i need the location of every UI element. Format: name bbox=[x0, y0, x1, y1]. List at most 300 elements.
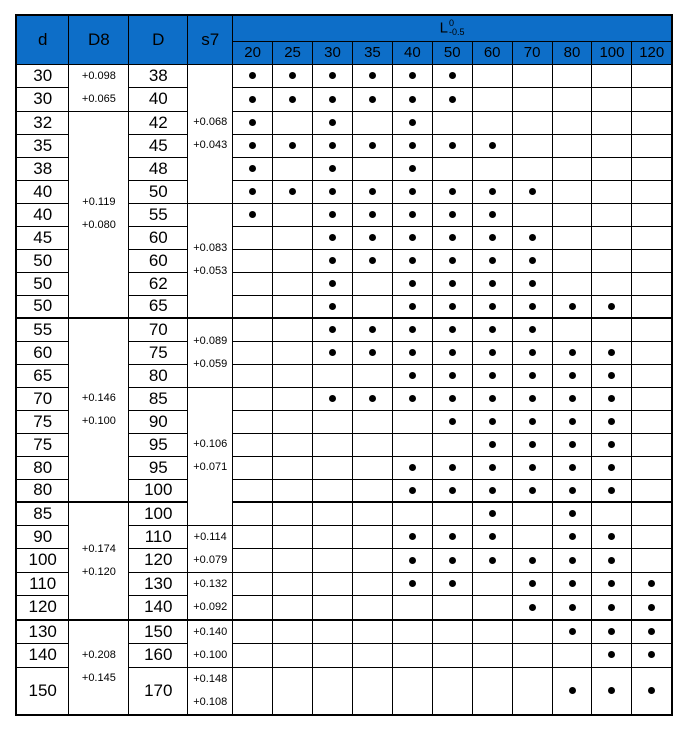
availability-dot bbox=[569, 604, 576, 611]
cell-d: 120 bbox=[16, 596, 69, 620]
cell-length-35 bbox=[352, 295, 392, 318]
cell-length-60 bbox=[472, 226, 512, 249]
cell-length-120 bbox=[632, 111, 672, 134]
cell-length-120 bbox=[632, 549, 672, 573]
availability-dot bbox=[409, 165, 416, 172]
cell-length-70 bbox=[512, 88, 552, 112]
availability-dot bbox=[449, 464, 456, 471]
header-D: D bbox=[129, 15, 188, 64]
cell-d: 60 bbox=[16, 341, 69, 364]
cell-d: 38 bbox=[16, 157, 69, 180]
availability-dot bbox=[569, 687, 576, 694]
cell-d: 35 bbox=[16, 134, 69, 157]
cell-length-120 bbox=[632, 272, 672, 295]
cell-length-40 bbox=[392, 249, 432, 272]
cell-length-20 bbox=[233, 596, 273, 620]
cell-d8-tolerance-value: +0.080 bbox=[81, 219, 116, 232]
cell-length-35 bbox=[352, 272, 392, 295]
availability-dot bbox=[249, 211, 256, 218]
cell-length-60 bbox=[472, 341, 512, 364]
availability-dot bbox=[648, 580, 655, 587]
cell-length-25 bbox=[273, 157, 313, 180]
cell-s7-tolerance-value: +0.114 bbox=[193, 530, 227, 543]
availability-dot bbox=[449, 211, 456, 218]
table-header bbox=[16, 15, 672, 64]
cell-length-20 bbox=[233, 88, 273, 112]
cell-length-40 bbox=[392, 433, 432, 456]
cell-length-20 bbox=[233, 549, 273, 573]
availability-dot bbox=[409, 188, 416, 195]
cell-s7-tolerance-value: +0.068 bbox=[193, 115, 228, 128]
cell-length-30 bbox=[313, 111, 353, 134]
cell-length-40 bbox=[392, 318, 432, 341]
availability-dot bbox=[608, 395, 615, 402]
availability-dot bbox=[449, 557, 456, 564]
table-row bbox=[16, 318, 672, 341]
cell-length-50 bbox=[432, 387, 472, 410]
cell-D: 70 bbox=[129, 318, 188, 341]
cell-length-70 bbox=[512, 667, 552, 715]
availability-dot bbox=[249, 119, 256, 126]
availability-dot bbox=[289, 188, 296, 195]
availability-dot bbox=[489, 372, 496, 379]
cell-length-25 bbox=[273, 572, 313, 596]
cell-length-25 bbox=[273, 318, 313, 341]
cell-length-70 bbox=[512, 318, 552, 341]
availability-dot bbox=[529, 303, 536, 310]
cell-length-80 bbox=[552, 226, 592, 249]
cell-length-30 bbox=[313, 226, 353, 249]
cell-D: 100 bbox=[129, 502, 188, 525]
availability-dot bbox=[449, 303, 456, 310]
availability-dot bbox=[648, 651, 655, 658]
availability-dot bbox=[569, 395, 576, 402]
cell-length-100 bbox=[592, 549, 632, 573]
cell-length-40 bbox=[392, 643, 432, 667]
cell-length-25 bbox=[273, 64, 313, 88]
cell-length-80 bbox=[552, 341, 592, 364]
cell-length-50 bbox=[432, 64, 472, 88]
length-col-30: 30 bbox=[313, 41, 353, 64]
cell-d: 110 bbox=[16, 572, 69, 596]
availability-dot bbox=[329, 234, 336, 241]
cell-length-80 bbox=[552, 549, 592, 573]
cell-d: 40 bbox=[16, 203, 69, 226]
cell-length-80 bbox=[552, 180, 592, 203]
availability-dot bbox=[329, 280, 336, 287]
cell-length-35 bbox=[352, 667, 392, 715]
cell-length-20 bbox=[233, 64, 273, 88]
cell-length-40 bbox=[392, 502, 432, 525]
cell-length-60 bbox=[472, 643, 512, 667]
cell-length-100 bbox=[592, 249, 632, 272]
cell-length-35 bbox=[352, 479, 392, 502]
cell-length-30 bbox=[313, 433, 353, 456]
cell-length-30 bbox=[313, 64, 353, 88]
availability-dot bbox=[608, 651, 615, 658]
availability-dot bbox=[569, 441, 576, 448]
cell-length-60 bbox=[472, 157, 512, 180]
cell-length-40 bbox=[392, 410, 432, 433]
cell-length-20 bbox=[233, 157, 273, 180]
cell-length-35 bbox=[352, 549, 392, 573]
cell-length-40 bbox=[392, 572, 432, 596]
availability-dot bbox=[449, 72, 456, 79]
cell-length-40 bbox=[392, 456, 432, 479]
cell-length-60 bbox=[472, 203, 512, 226]
cell-length-30 bbox=[313, 157, 353, 180]
cell-s7-tolerance bbox=[188, 525, 233, 572]
cell-length-30 bbox=[313, 572, 353, 596]
availability-dot bbox=[449, 487, 456, 494]
cell-length-35 bbox=[352, 364, 392, 387]
cell-s7-tolerance bbox=[188, 620, 233, 668]
cell-length-30 bbox=[313, 249, 353, 272]
cell-length-20 bbox=[233, 249, 273, 272]
availability-dot bbox=[608, 372, 615, 379]
length-col-80: 80 bbox=[552, 41, 592, 64]
cell-length-35 bbox=[352, 134, 392, 157]
availability-dot bbox=[608, 418, 615, 425]
table-body bbox=[16, 64, 672, 715]
cell-length-120 bbox=[632, 620, 672, 644]
availability-dot bbox=[329, 395, 336, 402]
cell-D: 140 bbox=[129, 596, 188, 620]
availability-dot bbox=[369, 395, 376, 402]
cell-length-20 bbox=[233, 180, 273, 203]
cell-length-20 bbox=[233, 272, 273, 295]
cell-length-25 bbox=[273, 203, 313, 226]
cell-d: 75 bbox=[16, 410, 69, 433]
cell-length-20 bbox=[233, 111, 273, 134]
availability-dot bbox=[409, 280, 416, 287]
cell-length-35 bbox=[352, 456, 392, 479]
cell-length-100 bbox=[592, 111, 632, 134]
cell-length-120 bbox=[632, 456, 672, 479]
cell-length-60 bbox=[472, 180, 512, 203]
availability-dot bbox=[529, 557, 536, 564]
cell-length-30 bbox=[313, 318, 353, 341]
cell-length-100 bbox=[592, 295, 632, 318]
cell-s7-tolerance-value: +0.079 bbox=[193, 553, 228, 566]
cell-D: 40 bbox=[129, 88, 188, 112]
cell-length-30 bbox=[313, 364, 353, 387]
cell-D: 90 bbox=[129, 410, 188, 433]
cell-length-20 bbox=[233, 620, 273, 644]
cell-length-50 bbox=[432, 318, 472, 341]
availability-dot bbox=[289, 96, 296, 103]
availability-dot bbox=[409, 557, 416, 564]
cell-length-70 bbox=[512, 180, 552, 203]
cell-length-80 bbox=[552, 88, 592, 112]
cell-length-120 bbox=[632, 502, 672, 525]
cell-length-40 bbox=[392, 667, 432, 715]
cell-length-60 bbox=[472, 111, 512, 134]
availability-dot bbox=[608, 464, 615, 471]
cell-D: 100 bbox=[129, 479, 188, 502]
header-length-group bbox=[233, 15, 672, 41]
cell-length-120 bbox=[632, 525, 672, 549]
availability-dot bbox=[489, 326, 496, 333]
cell-d: 80 bbox=[16, 456, 69, 479]
cell-length-35 bbox=[352, 502, 392, 525]
cell-length-70 bbox=[512, 134, 552, 157]
cell-length-70 bbox=[512, 249, 552, 272]
cell-length-70 bbox=[512, 525, 552, 549]
cell-s7-tolerance bbox=[188, 667, 233, 715]
length-sub: -0.5 bbox=[449, 27, 465, 38]
cell-d8-tolerance-value: +0.146 bbox=[81, 392, 116, 404]
cell-length-60 bbox=[472, 667, 512, 715]
availability-dot bbox=[329, 211, 336, 218]
length-label: L bbox=[439, 19, 448, 37]
availability-dot bbox=[529, 280, 536, 287]
length-col-35: 35 bbox=[352, 41, 392, 64]
cell-length-70 bbox=[512, 341, 552, 364]
availability-dot bbox=[369, 349, 376, 356]
cell-length-120 bbox=[632, 318, 672, 341]
length-col-25: 25 bbox=[273, 41, 313, 64]
availability-dot bbox=[409, 487, 416, 494]
cell-length-30 bbox=[313, 456, 353, 479]
cell-length-40 bbox=[392, 180, 432, 203]
availability-dot bbox=[489, 188, 496, 195]
cell-length-80 bbox=[552, 572, 592, 596]
cell-length-100 bbox=[592, 479, 632, 502]
availability-dot bbox=[249, 142, 256, 149]
availability-dot bbox=[608, 580, 615, 587]
cell-length-40 bbox=[392, 111, 432, 134]
cell-s7-tolerance bbox=[188, 318, 233, 387]
cell-length-35 bbox=[352, 157, 392, 180]
cell-length-70 bbox=[512, 502, 552, 525]
availability-dot bbox=[569, 349, 576, 356]
availability-dot bbox=[409, 372, 416, 379]
cell-length-50 bbox=[432, 341, 472, 364]
cell-length-80 bbox=[552, 620, 592, 644]
cell-d: 50 bbox=[16, 295, 69, 318]
cell-length-80 bbox=[552, 203, 592, 226]
cell-length-50 bbox=[432, 596, 472, 620]
availability-dot bbox=[569, 510, 576, 517]
cell-length-100 bbox=[592, 341, 632, 364]
availability-dot bbox=[569, 464, 576, 471]
availability-dot bbox=[489, 142, 496, 149]
availability-dot bbox=[449, 349, 456, 356]
cell-s7-tolerance-value: +0.092 bbox=[193, 600, 228, 613]
cell-length-60 bbox=[472, 318, 512, 341]
cell-length-120 bbox=[632, 479, 672, 502]
cell-length-80 bbox=[552, 364, 592, 387]
cell-length-20 bbox=[233, 479, 273, 502]
cell-D: 75 bbox=[129, 341, 188, 364]
cell-length-20 bbox=[233, 295, 273, 318]
cell-length-40 bbox=[392, 203, 432, 226]
availability-dot bbox=[329, 257, 336, 264]
availability-dot bbox=[249, 72, 256, 79]
cell-length-100 bbox=[592, 456, 632, 479]
cell-d: 150 bbox=[16, 667, 69, 715]
cell-length-25 bbox=[273, 456, 313, 479]
cell-length-80 bbox=[552, 479, 592, 502]
cell-length-70 bbox=[512, 272, 552, 295]
cell-D: 60 bbox=[129, 249, 188, 272]
availability-dot bbox=[569, 372, 576, 379]
cell-length-50 bbox=[432, 667, 472, 715]
availability-dot bbox=[409, 72, 416, 79]
availability-dot bbox=[648, 604, 655, 611]
cell-d: 50 bbox=[16, 272, 69, 295]
cell-length-50 bbox=[432, 433, 472, 456]
cell-length-40 bbox=[392, 387, 432, 410]
cell-s7-tolerance-value: +0.053 bbox=[193, 265, 228, 278]
availability-dot bbox=[489, 280, 496, 287]
cell-length-80 bbox=[552, 433, 592, 456]
cell-length-120 bbox=[632, 433, 672, 456]
cell-length-50 bbox=[432, 226, 472, 249]
cell-s7-tolerance-value: +0.132 bbox=[193, 577, 228, 590]
cell-length-120 bbox=[632, 203, 672, 226]
cell-length-80 bbox=[552, 525, 592, 549]
cell-length-30 bbox=[313, 295, 353, 318]
cell-length-20 bbox=[233, 410, 273, 433]
availability-dot bbox=[489, 441, 496, 448]
availability-dot bbox=[529, 604, 536, 611]
cell-length-20 bbox=[233, 667, 273, 715]
availability-dot bbox=[409, 303, 416, 310]
cell-length-40 bbox=[392, 134, 432, 157]
availability-dot bbox=[409, 464, 416, 471]
cell-D: 38 bbox=[129, 64, 188, 88]
cell-length-120 bbox=[632, 295, 672, 318]
availability-dot bbox=[489, 464, 496, 471]
cell-length-70 bbox=[512, 295, 552, 318]
availability-dot bbox=[569, 418, 576, 425]
cell-D: 48 bbox=[129, 157, 188, 180]
cell-length-70 bbox=[512, 364, 552, 387]
availability-dot bbox=[489, 303, 496, 310]
cell-length-50 bbox=[432, 249, 472, 272]
availability-dot bbox=[608, 303, 615, 310]
cell-D: 60 bbox=[129, 226, 188, 249]
cell-length-40 bbox=[392, 364, 432, 387]
cell-length-20 bbox=[233, 364, 273, 387]
availability-dot bbox=[249, 96, 256, 103]
availability-dot bbox=[529, 580, 536, 587]
cell-length-30 bbox=[313, 667, 353, 715]
availability-dot bbox=[489, 533, 496, 540]
cell-length-80 bbox=[552, 64, 592, 88]
cell-length-60 bbox=[472, 64, 512, 88]
cell-s7-tolerance-value: +0.059 bbox=[193, 357, 228, 370]
availability-dot bbox=[409, 119, 416, 126]
cell-d: 140 bbox=[16, 643, 69, 667]
availability-dot bbox=[369, 188, 376, 195]
cell-length-60 bbox=[472, 596, 512, 620]
availability-dot bbox=[369, 96, 376, 103]
availability-dot bbox=[449, 326, 456, 333]
table-row bbox=[16, 620, 672, 644]
cell-length-100 bbox=[592, 180, 632, 203]
cell-d: 130 bbox=[16, 620, 69, 644]
cell-length-60 bbox=[472, 387, 512, 410]
cell-d8-tolerance-value: +0.120 bbox=[81, 565, 116, 578]
cell-length-80 bbox=[552, 596, 592, 620]
cell-D: 130 bbox=[129, 572, 188, 596]
cell-length-20 bbox=[233, 502, 273, 525]
availability-dot bbox=[489, 418, 496, 425]
cell-length-60 bbox=[472, 134, 512, 157]
bearing-dimension-table bbox=[15, 14, 673, 716]
availability-dot bbox=[608, 628, 615, 635]
cell-length-60 bbox=[472, 549, 512, 573]
cell-length-70 bbox=[512, 226, 552, 249]
cell-length-25 bbox=[273, 410, 313, 433]
cell-length-30 bbox=[313, 620, 353, 644]
availability-dot bbox=[648, 628, 655, 635]
cell-length-120 bbox=[632, 410, 672, 433]
cell-d: 30 bbox=[16, 64, 69, 88]
header-d8: D8 bbox=[69, 15, 129, 64]
cell-length-50 bbox=[432, 180, 472, 203]
cell-length-25 bbox=[273, 387, 313, 410]
cell-length-120 bbox=[632, 341, 672, 364]
availability-dot bbox=[329, 119, 336, 126]
cell-length-70 bbox=[512, 643, 552, 667]
cell-length-35 bbox=[352, 525, 392, 549]
cell-length-40 bbox=[392, 341, 432, 364]
availability-dot bbox=[608, 441, 615, 448]
length-col-50: 50 bbox=[432, 41, 472, 64]
table-row bbox=[16, 64, 672, 88]
cell-length-25 bbox=[273, 249, 313, 272]
cell-d8-tolerance-value: +0.100 bbox=[81, 415, 116, 427]
cell-d: 32 bbox=[16, 111, 69, 134]
cell-length-60 bbox=[472, 502, 512, 525]
cell-length-50 bbox=[432, 88, 472, 112]
length-col-100: 100 bbox=[592, 41, 632, 64]
availability-dot bbox=[289, 142, 296, 149]
cell-length-100 bbox=[592, 620, 632, 644]
cell-length-70 bbox=[512, 479, 552, 502]
availability-dot bbox=[489, 487, 496, 494]
availability-dot bbox=[529, 234, 536, 241]
availability-dot bbox=[489, 257, 496, 264]
cell-length-40 bbox=[392, 157, 432, 180]
availability-dot bbox=[608, 687, 615, 694]
cell-D: 160 bbox=[129, 643, 188, 667]
cell-length-40 bbox=[392, 64, 432, 88]
cell-length-20 bbox=[233, 387, 273, 410]
availability-dot bbox=[529, 257, 536, 264]
cell-length-25 bbox=[273, 226, 313, 249]
availability-dot bbox=[608, 533, 615, 540]
cell-d8-tolerance bbox=[69, 502, 129, 620]
cell-length-80 bbox=[552, 502, 592, 525]
availability-dot bbox=[449, 395, 456, 402]
availability-dot bbox=[409, 142, 416, 149]
cell-length-30 bbox=[313, 479, 353, 502]
availability-dot bbox=[249, 188, 256, 195]
cell-length-40 bbox=[392, 620, 432, 644]
availability-dot bbox=[249, 165, 256, 172]
cell-length-120 bbox=[632, 572, 672, 596]
cell-D: 85 bbox=[129, 387, 188, 410]
cell-length-70 bbox=[512, 572, 552, 596]
cell-length-30 bbox=[313, 88, 353, 112]
cell-length-40 bbox=[392, 525, 432, 549]
cell-length-60 bbox=[472, 479, 512, 502]
